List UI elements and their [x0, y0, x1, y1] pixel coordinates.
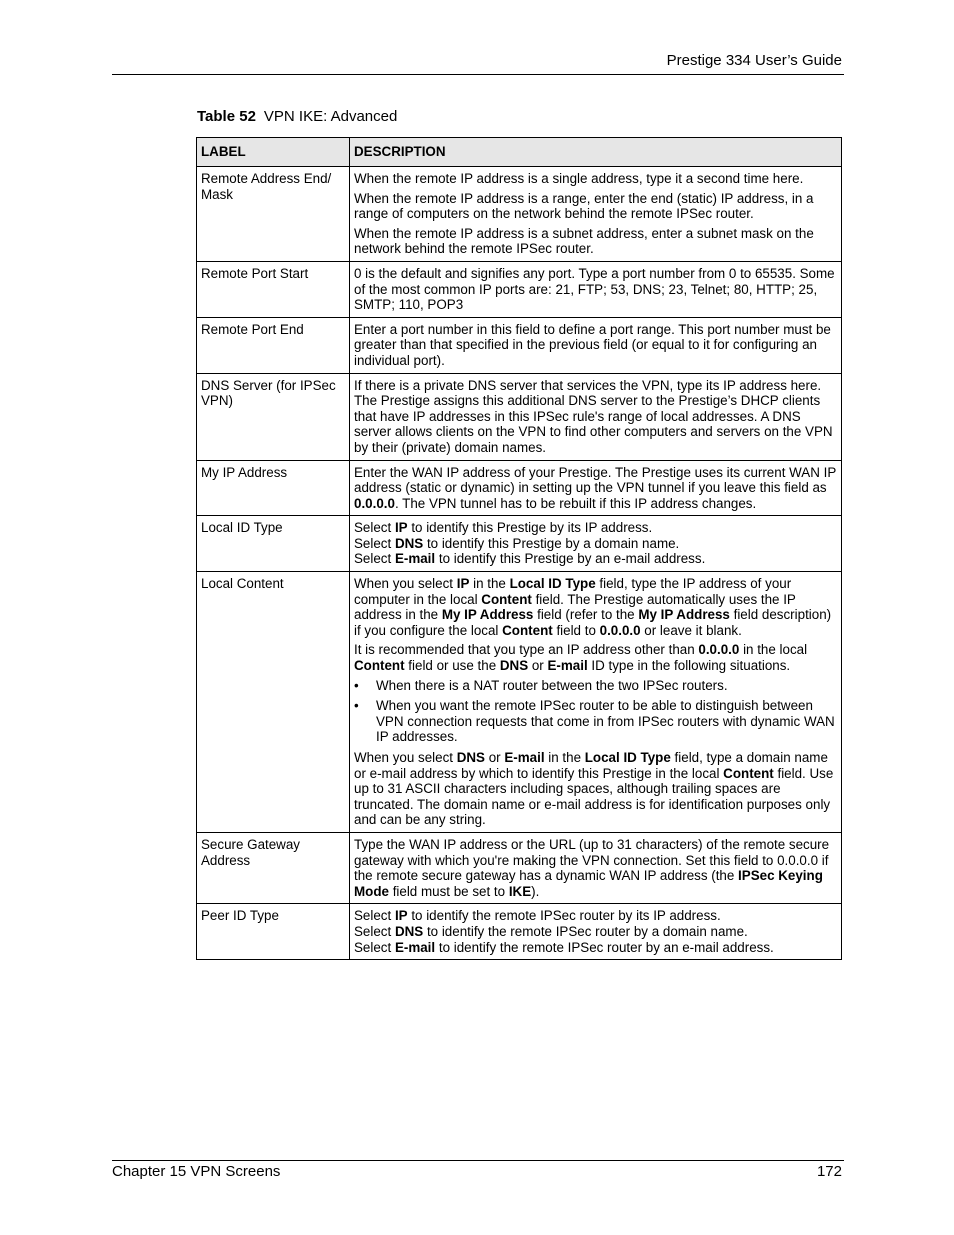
table-row — [197, 516, 842, 572]
text-run: field, type a domain name or e-mail address by which to identify this Prestige in the local — [354, 750, 828, 781]
bullet-text: When you want the remote IPSec router to be able to distinguish between VPN connection requests that come in from IPSec routers with dynamic WAN IP addresses. — [376, 698, 835, 745]
description-paragraph — [354, 465, 837, 512]
text-run: to identify the remote IPSec router by an e-mail address. — [435, 939, 774, 955]
bold-text: Local ID Type — [584, 750, 671, 765]
text-run: field or use the — [404, 658, 500, 674]
bold-text: DNS — [456, 750, 485, 765]
text-run: Select — [354, 551, 395, 567]
row-description — [350, 832, 842, 903]
bold-text: Local ID Type — [509, 576, 596, 592]
bold-text: IKE — [508, 883, 532, 899]
description-paragraph: When the remote IP address is a range, enter the end (static) IP address, in a range of computers on the network behind the remote IPSec router. — [354, 190, 814, 222]
row-label: DNS Server (for IPSec VPN) — [197, 373, 350, 460]
table-caption-label: Table 52 — [197, 108, 256, 125]
text-run: to identify the remote IPSec router by its IP address. — [407, 908, 721, 924]
row-description — [350, 317, 842, 373]
text-run: or — [528, 658, 548, 674]
table-row — [197, 904, 842, 960]
text-run: field to — [552, 622, 600, 638]
table-row — [197, 572, 842, 833]
bold-text: E-mail — [394, 551, 436, 567]
bold-text: DNS — [394, 923, 424, 939]
bullet-icon: • — [354, 677, 359, 693]
table-row — [197, 832, 842, 903]
row-description — [350, 904, 842, 960]
table-caption-text: VPN IKE: Advanced — [263, 108, 398, 125]
row-label: Secure Gateway Address — [197, 832, 350, 903]
description-paragraph: When the remote IP address is a single address, type it a second time here. — [354, 171, 804, 186]
bold-text: My IP Address — [638, 607, 730, 623]
bullet-text: When there is a NAT router between the two IPSec routers. — [376, 677, 728, 693]
description-line — [354, 924, 837, 940]
text-run: . The VPN tunnel has to be rebuilt if this IP address changes. — [394, 495, 757, 511]
text-run: When you select — [354, 576, 457, 592]
description-paragraph — [354, 837, 837, 899]
table-row — [197, 460, 842, 516]
text-run: Select — [354, 520, 395, 536]
row-label: Remote Port End — [197, 317, 350, 373]
row-label: Local Content — [197, 572, 350, 833]
bold-text: Content — [723, 765, 774, 781]
page-header — [112, 50, 844, 75]
text-run: to identify the remote IPSec router by a domain name. — [423, 923, 748, 939]
row-description — [350, 167, 842, 262]
text-run: in the — [544, 750, 585, 765]
description-line — [354, 551, 837, 567]
row-label: Local ID Type — [197, 516, 350, 572]
text-run: or — [485, 750, 505, 765]
description-line — [354, 536, 837, 552]
page-footer — [112, 1160, 844, 1183]
row-description — [350, 572, 842, 833]
text-run: It is recommended that you type an IP address other than — [354, 642, 699, 658]
column-header-label: LABEL — [197, 138, 350, 167]
description-paragraph — [354, 642, 837, 673]
column-header-description: DESCRIPTION — [350, 138, 842, 167]
text-run: field description) if you configure the local — [354, 607, 832, 638]
bullet-item — [354, 678, 837, 694]
text-run: field must be set to — [388, 883, 509, 899]
text-run: Select — [354, 939, 395, 955]
text-run: to identify this Prestige by a domain name. — [423, 535, 680, 551]
text-run: Select — [354, 535, 395, 551]
vpn-ike-advanced-table — [196, 137, 842, 960]
text-run: field. The Prestige automatically uses the IP address in the — [354, 591, 796, 623]
description-line — [354, 940, 837, 956]
bold-text: My IP Address — [441, 607, 534, 623]
description-paragraph: Enter a port number in this field to define a port range. This port number must be greater than that specified in the previous field (or equal to it for configuring an individual port). — [354, 321, 831, 368]
table-row — [197, 373, 842, 460]
bullet-item — [354, 698, 837, 745]
table-row — [197, 167, 842, 262]
text-run: field. Use up to 31 ASCII characters including spaces, although trailing spaces are truncated. The domain name or e-mail address is for identification purposes only and can be any string. — [354, 765, 834, 828]
row-label: Peer ID Type — [197, 904, 350, 960]
text-run: field, type the IP address of your computer in the local — [354, 576, 792, 607]
row-label: Remote Port Start — [197, 261, 350, 317]
table-row — [197, 317, 842, 373]
text-run: or leave it blank. — [640, 622, 742, 638]
text-run: Select — [354, 908, 395, 924]
table-caption — [197, 108, 397, 125]
bold-text: IP — [456, 576, 470, 592]
description-paragraph — [354, 576, 837, 638]
table-header-row — [197, 138, 842, 167]
row-description — [350, 373, 842, 460]
bold-text: Content — [354, 658, 405, 674]
text-run: Select — [354, 923, 395, 939]
description-line — [354, 520, 837, 536]
text-run: in the — [469, 576, 510, 592]
row-description — [350, 516, 842, 572]
bold-text: E-mail — [547, 658, 588, 674]
bold-text: E-mail — [394, 939, 436, 955]
text-run: Type the WAN IP address or the URL (up to 31 characters) of the remote secure gateway with which you're making the VPN connection. Set this field to 0.0.0.0 if the remote secure gateway has a dynamic WAN IP address (the — [354, 836, 830, 884]
page-number: 172 — [816, 1163, 842, 1180]
description-paragraph: When the remote IP address is a subnet address, enter a subnet mask on the network behind the remote IPSec router. — [354, 225, 814, 257]
bold-text: DNS — [394, 535, 424, 551]
row-description — [350, 261, 842, 317]
row-label: Remote Address End/ Mask — [197, 167, 350, 262]
guide-title: Prestige 334 User’s Guide — [666, 52, 842, 69]
bold-text: Content — [481, 591, 532, 607]
text-run: When you select — [354, 750, 457, 765]
bold-text: E-mail — [504, 750, 545, 765]
row-description — [350, 460, 842, 516]
description-line — [354, 908, 837, 924]
text-run: Enter the WAN IP address of your Prestige. The Prestige uses its current WAN IP address (static or dynamic) in setting up the VPN tunnel if you leave this field as — [354, 464, 837, 496]
text-run: ID type in the following situations. — [587, 658, 791, 674]
bold-text: 0.0.0.0 — [354, 495, 395, 511]
bold-text: IP — [394, 520, 408, 536]
bold-text: 0.0.0.0 — [698, 642, 740, 658]
description-paragraph: 0 is the default and signifies any port. Type a port number from 0 to 65535. Some of the most common IP ports are: 21, FTP; 53, DNS; 23, Telnet; 80, HTTP; 25, SMTP; 110, POP3 — [354, 265, 835, 313]
chapter-title: Chapter 15 VPN Screens — [112, 1163, 281, 1180]
text-run: to identify this Prestige by an e-mail address. — [435, 551, 706, 567]
table-row — [197, 261, 842, 317]
description-paragraph: If there is a private DNS server that services the VPN, type its IP address here. The Prestige assigns this additional DNS server to the Prestige’s DHCP clients that have IP addresses in this IPSec rule's range of local addresses. A DNS server allows clients on the VPN to find other computers and servers on the VPN by their (private) domain names. — [354, 377, 833, 455]
bold-text: IPSec Keying Mode — [354, 868, 823, 899]
bold-text: 0.0.0.0 — [599, 622, 641, 638]
description-paragraph — [354, 750, 837, 828]
text-run: in the local — [739, 642, 808, 658]
row-label: My IP Address — [197, 460, 350, 516]
bold-text: Content — [502, 622, 553, 638]
text-run: ). — [531, 883, 540, 899]
bullet-icon: • — [354, 698, 359, 714]
text-run: field (refer to the — [533, 607, 639, 623]
bold-text: IP — [394, 908, 408, 924]
bold-text: DNS — [499, 658, 529, 674]
text-run: to identify this Prestige by its IP address. — [407, 520, 653, 536]
